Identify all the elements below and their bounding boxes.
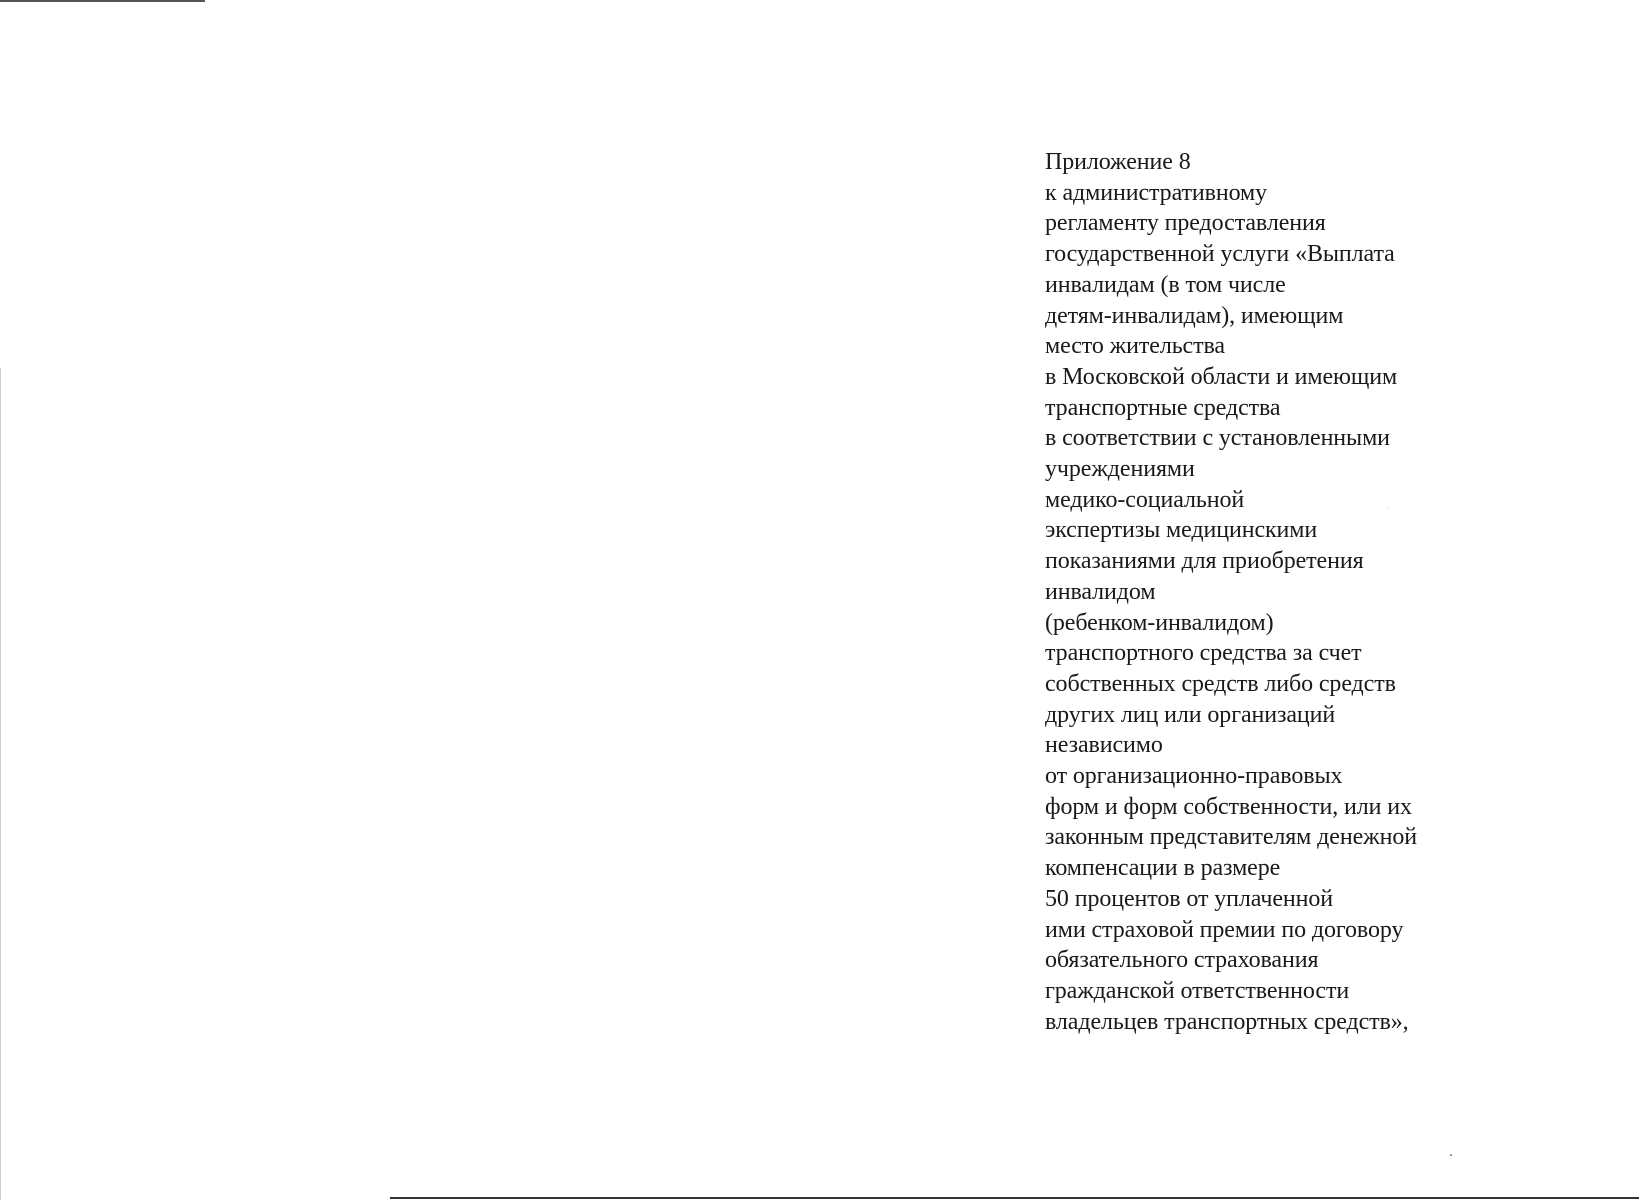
scan-edge-bottom	[390, 1197, 1639, 1199]
appendix-line: детям-инвалидам), имеющим	[1045, 302, 1344, 329]
appendix-line: ими страховой премии по договору	[1045, 916, 1404, 943]
appendix-line: независимо	[1045, 732, 1163, 759]
appendix-line: транспортные средства	[1045, 394, 1281, 421]
appendix-line: владельцев транспортных средств»,	[1045, 1008, 1409, 1035]
appendix-header-block	[1045, 147, 1625, 1037]
appendix-title: Приложение 8	[1045, 149, 1191, 175]
appendix-line: законным представителям денежной	[1045, 824, 1417, 851]
scan-edge-left	[0, 368, 1, 1200]
appendix-line: (ребенком-инвалидом)	[1045, 609, 1274, 636]
appendix-line: медико-социальной	[1045, 486, 1245, 513]
appendix-line: в Московской области и имеющим	[1045, 363, 1398, 390]
appendix-line: 50 процентов от уплаченной	[1045, 885, 1334, 912]
appendix-line: транспортного средства за счет	[1045, 640, 1362, 667]
appendix-line: обязательного страхования	[1045, 947, 1319, 974]
appendix-line: инвалидом	[1045, 578, 1156, 605]
appendix-line: в соответствии с установленными	[1045, 425, 1390, 452]
appendix-line: экспертизы медицинскими	[1045, 517, 1318, 544]
scan-speck	[1450, 1154, 1452, 1156]
appendix-line: от организационно-правовых	[1045, 763, 1343, 790]
appendix-line: место жительства	[1045, 333, 1225, 360]
appendix-line: компенсации в размере	[1045, 855, 1281, 882]
appendix-line: других лиц или организаций	[1045, 701, 1336, 728]
appendix-line: к административному	[1045, 179, 1268, 206]
appendix-line: инвалидам (в том числе	[1045, 271, 1286, 298]
scan-edge-top	[0, 0, 205, 2]
appendix-line: собственных средств либо средств	[1045, 670, 1396, 697]
appendix-line: показаниями для приобретения	[1045, 548, 1364, 575]
appendix-line: гражданской ответственности	[1045, 977, 1350, 1004]
appendix-line: форм и форм собственности, или их	[1045, 793, 1412, 820]
appendix-line: учреждениями	[1045, 456, 1195, 483]
appendix-line: государственной услуги «Выплата	[1045, 241, 1395, 268]
appendix-line: регламенту предоставления	[1045, 210, 1326, 237]
